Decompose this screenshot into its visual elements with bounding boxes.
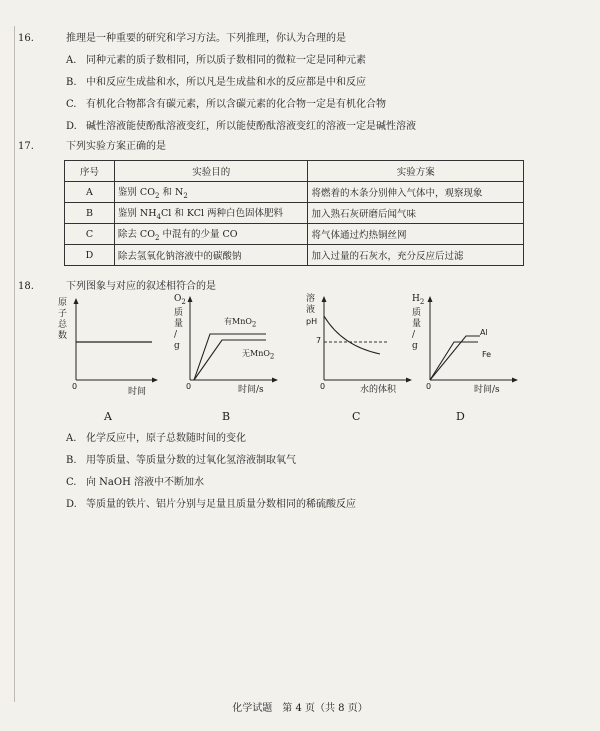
graph-c-tick-7: 7 [316,336,322,345]
row-id: A [65,182,115,203]
graph-d-curve-fe [430,342,478,380]
graph-b-origin: 0 [186,382,192,391]
q16-option-b: B. 中和反应生成盐和水，所以凡是生成盐和水的反应都是中和反应 [66,77,366,88]
graph-b-ylabel: $O_2$ 质 量 / g [174,294,186,351]
graph-a-letter: A [104,410,112,423]
row-id: D [65,245,115,266]
graph-b-xlabel: 时间/s [238,385,264,395]
row-id: C [65,224,115,245]
q17-stem: 17. 下列实验方案正确的是 [18,141,166,152]
graph-c-xlabel: 水的体积 [360,385,397,395]
q16-option-a: A. 同种元素的质子数相同，所以质子数相同的微粒一定是同种元素 [66,55,366,66]
graph-a-origin: 0 [72,382,78,391]
graph-c-letter: C [352,410,361,423]
graph-d-letter: D [456,410,465,423]
q18-option-a: A. 化学反应中，原子总数随时间的变化 [66,433,246,444]
graph-d-xlabel: 时间/s [474,385,500,395]
row-purpose: 鉴别 $NH_4Cl$ 和 KCl 两种白色固体肥料 [114,203,308,224]
table-header-row [65,161,524,182]
graph-b-curve1-label: 有MnO$_2$ [224,317,257,329]
row-plan: 将气体通过灼热铜丝网 [308,224,524,245]
row-plan: 加入过量的石灰水，充分反应后过滤 [308,245,524,266]
graph-a-ylabel: 原 子 总 数 [58,298,68,341]
q16-option-d: D. 碱性溶液能使酚酞溶液变红，所以能使酚酞溶液变红的溶液一定是碱性溶液 [66,121,416,132]
graph-b [170,294,280,398]
row-purpose: 除去氢氧化钠溶液中的碳酸钠 [114,245,308,266]
q18-stem: 18. 下列图象与对应的叙述相符合的是 [18,281,216,292]
graph-a-xlabel: 时间 [128,387,147,397]
table-row [65,224,524,245]
graph-d [410,294,520,398]
q16-stem: 16. 推理是一种重要的研究和学习方法。下列推理，你认为合理的是 [18,33,346,44]
row-purpose: 鉴别 $CO_2$ 和 $N_2$ [114,182,308,203]
header-plan: 实验方案 [308,161,524,182]
graph-d-fe-label: Fe [482,350,492,359]
q17-experiment-table [64,160,524,266]
page-footer: 化学试题 第 4 页（共 8 页） [232,703,368,714]
graph-c-ylabel: 溶 液 pH [306,294,318,326]
header-purpose: 实验目的 [114,161,308,182]
graph-b-letter: B [222,410,231,423]
graph-c [304,294,414,398]
graph-a [56,298,156,398]
graph-d-al-label: Al [480,328,488,337]
row-plan: 加入熟石灰研磨后闻气味 [308,203,524,224]
row-purpose: 除去 $CO_2$ 中混有的少量 CO [114,224,308,245]
graph-b-curve2-label: 无MnO$_2$ [242,349,275,361]
graph-d-curve-al [430,336,480,380]
table-row [65,203,524,224]
q18-option-d: D. 等质量的铁片、铝片分别与足量且质量分数相同的稀硫酸反应 [66,499,356,510]
table-row [65,245,524,266]
row-plan: 将燃着的木条分别伸入气体中，观察现象 [308,182,524,203]
q16-option-c: C. 有机化合物都含有碳元素，所以含碳元素的化合物一定是有机化合物 [66,99,386,110]
graph-a-axes [56,298,156,398]
row-id: B [65,203,115,224]
q18-option-c: C. 向 NaOH 溶液中不断加水 [66,477,204,488]
graph-c-curve [324,316,380,354]
table-row [65,182,524,203]
graph-d-origin: 0 [426,382,432,391]
binding-margin-line [14,26,15,702]
header-id: 序号 [65,161,115,182]
graph-d-ylabel: $H_2$ 质 量 / g [412,294,425,351]
graph-c-origin: 0 [320,382,326,391]
q18-option-b: B. 用等质量、等质量分数的过氧化氢溶液制取氧气 [66,455,296,466]
